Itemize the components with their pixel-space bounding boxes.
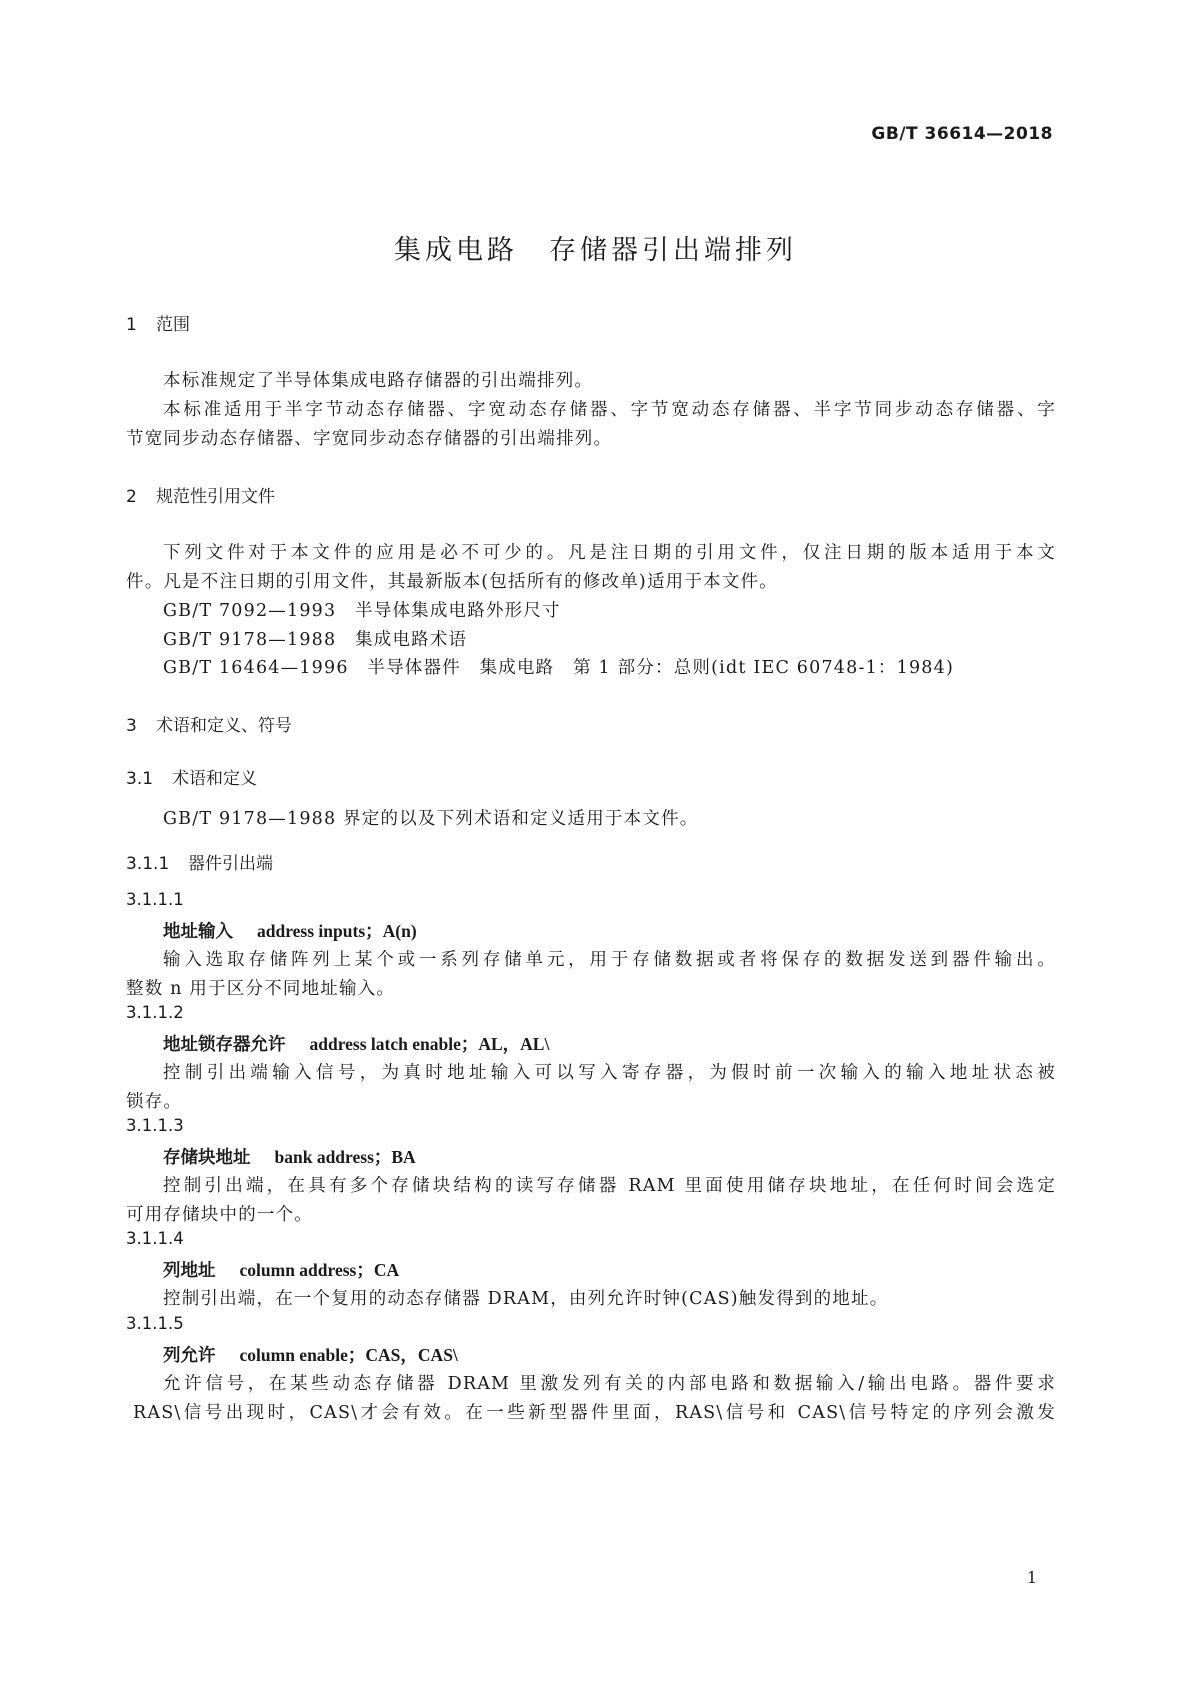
section-number: 2 xyxy=(126,487,137,507)
paragraph: GB/T 9178—1988 界定的以及下列术语和定义适用于本文件。 xyxy=(163,809,699,829)
subsection-3-1-heading xyxy=(126,764,257,789)
definition-line: 整数 n 用于区分不同地址输入。 xyxy=(126,979,396,999)
definition-line: 输入选取存储阵列上某个或一系列存储单元，用于存储数据或者将保存的数据发送到器件输出。 xyxy=(163,950,1056,970)
section-title: 术语和定义 xyxy=(172,769,257,789)
section-2-heading xyxy=(126,482,275,507)
section-number: 3.1 xyxy=(126,769,154,789)
section-number: 3.1.1 xyxy=(126,854,170,874)
term-heading xyxy=(163,1342,458,1367)
section-title: 范围 xyxy=(156,315,190,335)
definition-line: 允许信号，在某些动态存储器 DRAM 里激发列有关的内部电路和数据输入/输出电路。器件要求 xyxy=(163,1374,1056,1394)
term-heading xyxy=(163,1144,416,1169)
definition-line: 控制引出端输入信号，为真时地址输入可以写入寄存器，为假时前一次输入的输入地址状态被 xyxy=(163,1063,1056,1083)
definition-line: RAS\信号出现时，CAS\才会有效。在一些新型器件里面，RAS\信号和 CAS\信号特定的序列会激发 xyxy=(133,1403,1056,1423)
term-heading xyxy=(163,918,417,943)
section-title: 术语和定义、符号 xyxy=(156,716,292,736)
paragraph-line: 节宽同步动态存储器、字宽同步动态存储器的引出端排列。 xyxy=(126,429,613,449)
section-3-heading xyxy=(126,711,292,736)
term-cn: 地址锁存器允许 xyxy=(163,1035,286,1055)
term-en: address latch enable；AL，AL\ xyxy=(309,1034,550,1054)
definition-line: 可用存储块中的一个。 xyxy=(126,1205,313,1225)
term-cn: 存储块地址 xyxy=(163,1148,251,1168)
term-number: 3.1.1.1 xyxy=(126,890,184,909)
term-en: address inputs；A(n) xyxy=(257,921,417,941)
term-number: 3.1.1.2 xyxy=(126,1003,184,1022)
reference-item: GB/T 9178—1988 集成电路术语 xyxy=(163,630,468,650)
term-number: 3.1.1.3 xyxy=(126,1116,184,1135)
definition-line: 锁存。 xyxy=(126,1092,183,1112)
section-title: 器件引出端 xyxy=(188,854,273,874)
definition-line: 控制引出端，在一个复用的动态存储器 DRAM，由列允许时钟(CAS)触发得到的地址。 xyxy=(163,1289,889,1309)
term-number: 3.1.1.4 xyxy=(126,1229,184,1248)
term-heading xyxy=(163,1031,549,1056)
section-1-heading xyxy=(126,310,190,335)
page-number: 1 xyxy=(1026,1568,1037,1587)
paragraph-line: 件。凡是不注日期的引用文件，其最新版本(包括所有的修改单)适用于本文件。 xyxy=(126,572,778,592)
section-number: 3 xyxy=(126,716,137,736)
paragraph-line: 下列文件对于本文件的应用是必不可少的。凡是注日期的引用文件，仅注日期的版本适用于本文 xyxy=(163,543,1056,563)
paragraph-line: 本标准适用于半字节动态存储器、字宽动态存储器、字节宽动态存储器、半字节同步动态存储器、字 xyxy=(163,400,1056,420)
term-en: column address；CA xyxy=(239,1260,400,1280)
section-number: 1 xyxy=(126,315,137,335)
subsection-3-1-1-heading xyxy=(126,849,273,874)
paragraph: 本标准规定了半导体集成电路存储器的引出端排列。 xyxy=(163,371,594,391)
document-title: 集成电路 存储器引出端排列 xyxy=(394,235,797,266)
reference-item: GB/T 16464—1996 半导体器件 集成电路 第 1 部分：总则(idt IEC 60748-1：1984) xyxy=(163,658,954,678)
term-cn: 列地址 xyxy=(163,1261,216,1281)
section-title: 规范性引用文件 xyxy=(156,487,275,507)
term-cn: 地址输入 xyxy=(163,922,233,942)
term-en: bank address；BA xyxy=(274,1147,416,1167)
standard-code: GB/T 36614—2018 xyxy=(871,124,1053,144)
term-cn: 列允许 xyxy=(163,1346,216,1366)
definition-line: 控制引出端，在具有多个存储块结构的读写存储器 RAM 里面使用储存块地址，在任何时间会选定 xyxy=(163,1176,1056,1196)
reference-item: GB/T 7092—1993 半导体集成电路外形尺寸 xyxy=(163,601,561,621)
term-number: 3.1.1.5 xyxy=(126,1314,184,1333)
term-heading xyxy=(163,1257,399,1282)
term-en: column enable；CAS，CAS\ xyxy=(239,1345,458,1365)
